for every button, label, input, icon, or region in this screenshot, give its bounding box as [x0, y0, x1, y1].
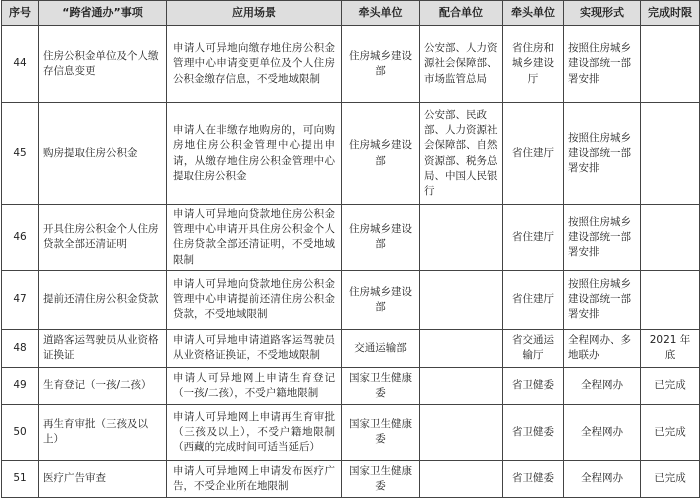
row-form: 全程网办: [564, 404, 641, 460]
row-coop: [420, 404, 503, 460]
row-coop: [420, 367, 503, 404]
header-number: 序号: [2, 1, 39, 26]
row-lead-provincial: 省住建厅: [503, 205, 564, 271]
row-scene: 申请人可异地网上申请发布医疗广告，不受企业所在地限制: [167, 460, 342, 497]
table-row: [2, 270, 700, 329]
row-coop: [420, 270, 503, 329]
row-deadline: [641, 205, 700, 271]
row-lead-provincial: 省住建厅: [503, 270, 564, 329]
row-coop: 公安部、民政部、人力资源社会保障部、自然资源部、税务总局、中国人民银行: [420, 103, 503, 205]
table-row: [2, 460, 700, 497]
row-form: 全程网办: [564, 367, 641, 404]
row-item: 道路客运驾驶员从业资格证换证: [39, 329, 167, 367]
table-row: [2, 103, 700, 205]
row-scene: 申请人在非缴存地购房的，可向购房地住房公积金管理中心提出申请，从缴存地住房公积金管理中心提取住房公积金: [167, 103, 342, 205]
row-coop: [420, 329, 503, 367]
table-row: [2, 367, 700, 404]
row-scene: 申请人可异地向缴存地住房公积金管理中心申请变更单位及个人住房公积金缴存信息，不受地域限制: [167, 26, 342, 103]
row-scene: 申请人可异地向贷款地住房公积金管理中心申请提前还清住房公积金贷款，不受地域限制: [167, 270, 342, 329]
row-number: 50: [2, 404, 39, 460]
row-form: 按照住房城乡建设部统一部署安排: [564, 26, 641, 103]
row-item: 开具住房公积金个人住房贷款全部还清证明: [39, 205, 167, 271]
row-number: 45: [2, 103, 39, 205]
row-lead-provincial: 省住房和城乡建设厅: [503, 26, 564, 103]
row-item: 住房公积金单位及个人缴存信息变更: [39, 26, 167, 103]
row-lead-provincial: 省交通运输厅: [503, 329, 564, 367]
row-lead-national: 住房城乡建设部: [342, 26, 420, 103]
row-lead-provincial: 省卫健委: [503, 404, 564, 460]
row-scene: 申请人可异地网上申请生育登记（一孩/二孩），不受户籍地限制: [167, 367, 342, 404]
row-coop: 公安部、人力资源社会保障部、市场监管总局: [420, 26, 503, 103]
header-lead-provincial: 牵头单位: [503, 1, 564, 26]
row-form: 全程网办: [564, 460, 641, 497]
header-scene: 应用场景: [167, 1, 342, 26]
row-deadline: 已完成: [641, 367, 700, 404]
row-form: 按照住房城乡建设部统一部署安排: [564, 270, 641, 329]
row-number: 51: [2, 460, 39, 497]
row-lead-national: 交通运输部: [342, 329, 420, 367]
row-deadline: [641, 103, 700, 205]
row-item: 生育登记（一孩/二孩）: [39, 367, 167, 404]
row-coop: [420, 205, 503, 271]
header-item: “跨省通办”事项: [39, 1, 167, 26]
row-number: 46: [2, 205, 39, 271]
row-lead-national: 国家卫生健康委: [342, 367, 420, 404]
row-item: 购房提取住房公积金: [39, 103, 167, 205]
row-lead-provincial: 省卫健委: [503, 460, 564, 497]
row-form: 全程网办、多地联办: [564, 329, 641, 367]
row-lead-provincial: 省卫健委: [503, 367, 564, 404]
row-lead-provincial: 省住建厅: [503, 103, 564, 205]
row-item: 提前还清住房公积金贷款: [39, 270, 167, 329]
matters-table: [1, 0, 700, 498]
row-lead-national: 住房城乡建设部: [342, 103, 420, 205]
row-deadline: 2021 年底: [641, 329, 700, 367]
header-coop: 配合单位: [420, 1, 503, 26]
row-scene: 申请人可异地网上申请再生育审批（三孩及以上），不受户籍地限制（西藏的完成时间可适当延后）: [167, 404, 342, 460]
row-number: 48: [2, 329, 39, 367]
row-number: 49: [2, 367, 39, 404]
header-form: 实现形式: [564, 1, 641, 26]
header-lead-national: 牵头单位: [342, 1, 420, 26]
row-lead-national: 住房城乡建设部: [342, 205, 420, 271]
row-lead-national: 国家卫生健康委: [342, 404, 420, 460]
row-lead-national: 国家卫生健康委: [342, 460, 420, 497]
row-coop: [420, 460, 503, 497]
row-deadline: [641, 270, 700, 329]
table-row: [2, 26, 700, 103]
row-deadline: [641, 26, 700, 103]
row-item: 再生育审批（三孩及以上）: [39, 404, 167, 460]
header-deadline: 完成时限: [641, 1, 700, 26]
row-item: 医疗广告审查: [39, 460, 167, 497]
header-row: [2, 1, 700, 26]
table-row: [2, 329, 700, 367]
row-lead-national: 住房城乡建设部: [342, 270, 420, 329]
row-form: 按照住房城乡建设部统一部署安排: [564, 205, 641, 271]
row-number: 44: [2, 26, 39, 103]
table-row: [2, 404, 700, 460]
row-number: 47: [2, 270, 39, 329]
row-deadline: 已完成: [641, 404, 700, 460]
row-form: 按照住房城乡建设部统一部署安排: [564, 103, 641, 205]
row-scene: 申请人可异地向贷款地住房公积金管理中心申请开具住房公积金个人住房贷款全部还清证明，不受地域限制: [167, 205, 342, 271]
row-deadline: 已完成: [641, 460, 700, 497]
table-row: [2, 205, 700, 271]
row-scene: 申请人可异地申请道路客运驾驶员从业资格证换证，不受地域限制: [167, 329, 342, 367]
